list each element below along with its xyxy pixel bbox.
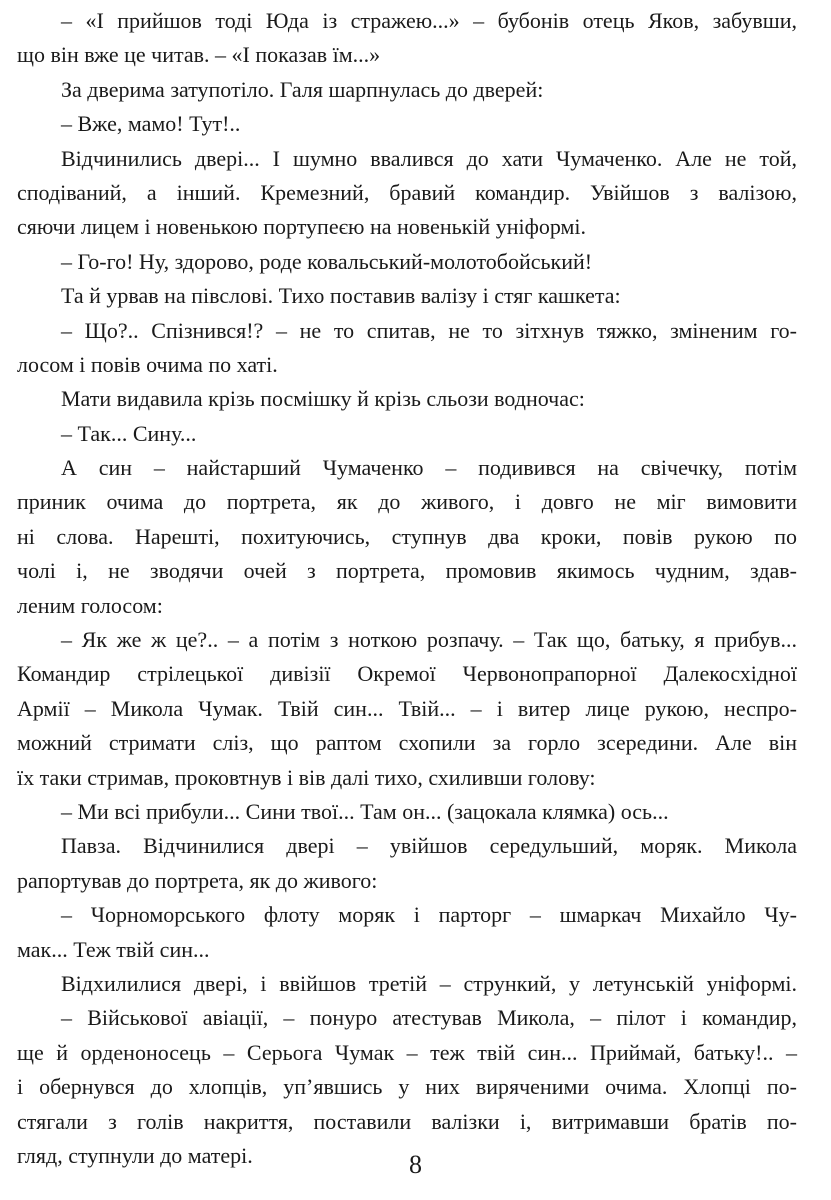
text-line: Павза. Відчинилися двері – увійшов середульший, моряк. Микола — [61, 833, 797, 859]
text-line: – «І прийшов тоді Юда із стражею...» – бубонів отець Яков, забувши, — [61, 8, 797, 33]
page-body — [17, 4, 797, 1173]
text-line: можний стримати сліз, що раптом схопили за горло зсередини. Але він — [17, 730, 797, 756]
text-line: чолі і, не зводячи очей з портрета, промовив якимось чудним, здав- — [17, 558, 797, 584]
text-line: що він вже це читав. – «І показав їм...» — [17, 42, 381, 68]
text-line: – Так... Сину... — [61, 420, 197, 446]
text-line: Командир стрілецької дивізії Окремої Червонопрапорної Далекосхідної — [17, 661, 797, 687]
text-line: Відхилилися двері, і ввійшов третій – стрункий, у летунській уніформі. — [61, 970, 797, 996]
text-line: ще й орденоносець – Серьога Чумак – теж твій син... Приймай, батьку!.. – — [17, 1039, 797, 1065]
text-line: і обернувся до хлопців, уп’явшись у них виряченими очима. Хлопці по- — [17, 1074, 797, 1100]
text-line: – Військової авіації, – понуро атестував Микола, – пілот і командир, — [61, 1005, 797, 1031]
page-number: 8 — [409, 1150, 422, 1179]
text-line: стягали з голів накриття, поставили валізки і, витримавши братів по- — [17, 1108, 797, 1134]
text-line: їх таки стримав, проковтнув і вів далі тихо, схиливши голову: — [17, 764, 596, 790]
text-line: рапортував до портрета, як до живого: — [17, 867, 378, 893]
text-line: приник очима до портрета, як до живого, і довго не міг вимовити — [17, 489, 797, 515]
text-line: Відчинились двері... І шумно ввалився до хати Чумаченко. Але не той, — [61, 145, 797, 171]
text-line: Мати видавила крізь посмішку й крізь сльози водночас: — [61, 386, 585, 412]
text-line: лосом і повів очима по хаті. — [17, 351, 278, 377]
text-line: мак... Теж твій син... — [17, 936, 210, 962]
text-line: ні слова. Нарешті, похитуючись, ступнув два кроки, повів рукою по — [17, 523, 797, 549]
text-line: – Як же ж це?.. – а потім з ноткою розпачу. – Так що, батьку, я прибув... — [61, 627, 797, 653]
text-line: – Чорноморського флоту моряк і парторг – шмаркач Михайло Чу- — [61, 902, 797, 928]
text-line: За дверима затупотіло. Галя шарпнулась до дверей: — [61, 76, 544, 102]
text-line: – Го-го! Ну, здорово, роде ковальський-молотобойський! — [61, 248, 593, 274]
text-line: – Що?.. Спізнився!? – не то спитав, не то зітхнув тяжко, зміненим го- — [61, 317, 797, 343]
text-line: гляд, ступнули до матері. — [17, 1142, 253, 1168]
text-line: – Вже, мамо! Тут!.. — [61, 111, 241, 137]
text-line: Армії – Микола Чумак. Твій син... Твій... – і витер лице рукою, неспро- — [17, 695, 797, 721]
text-line: Та й урвав на півслові. Тихо поставив валізу і стяг кашкета: — [61, 283, 621, 309]
text-line: сяючи лицем і новенькою портупеєю на новенькій уніформі. — [17, 214, 587, 240]
text-line: сподіваний, а інший. Кремезний, бравий командир. Увійшов з валізою, — [17, 179, 797, 205]
text-line: леним голосом: — [17, 592, 163, 618]
text-line: А син – найстарший Чумаченко – подивився на свічечку, потім — [61, 455, 797, 481]
text-line: – Ми всі прибули... Сини твої... Там он... (зацокала клямка) ось... — [61, 798, 669, 824]
